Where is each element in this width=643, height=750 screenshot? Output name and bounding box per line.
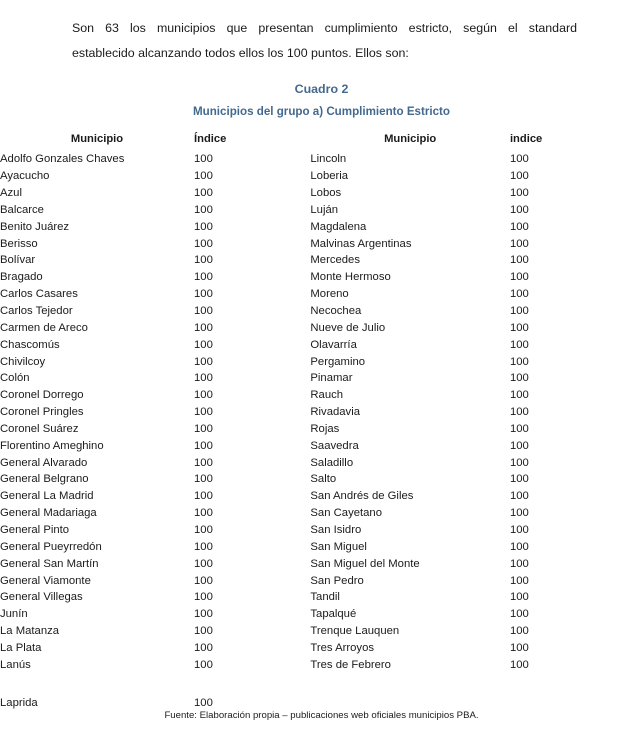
cell-indice-left: 100 — [194, 153, 213, 166]
cell-indice-left: 100 — [194, 372, 213, 385]
cell-indice-left: 100 — [194, 608, 213, 621]
cell-indice-left: 100 — [194, 473, 213, 486]
cell-municipio-left: General Pueyrredón — [0, 540, 102, 553]
cell-indice-left: 100 — [194, 523, 213, 536]
cell-indice-left: 100 — [194, 422, 213, 435]
cell-indice-right — [510, 673, 643, 694]
municipalities-table — [0, 129, 643, 711]
cell-indice-right: 100 — [509, 254, 529, 267]
cell-indice-right: 100 — [509, 490, 529, 503]
cell-municipio-right: Moreno — [310, 288, 349, 301]
table-row — [0, 286, 643, 303]
table-body — [0, 151, 643, 711]
cell-indice-left: 100 — [194, 696, 213, 709]
cell-municipio-right: Saavedra — [310, 439, 359, 452]
cell-indice-left: 100 — [194, 288, 213, 301]
cell-municipio-right: Mercedes — [310, 254, 360, 267]
cell-indice-left: 100 — [194, 658, 213, 671]
cell-municipio-right: San Pedro — [310, 574, 364, 587]
cell-indice-left: 100 — [194, 641, 213, 654]
table-row — [0, 404, 643, 421]
cell-municipio-left: Berisso — [0, 237, 38, 250]
table-row — [0, 353, 643, 370]
cell-municipio-right: Rojas — [310, 422, 340, 435]
cell-indice-right: 100 — [509, 220, 529, 233]
cell-municipio-right: Malvinas Argentinas — [310, 237, 412, 250]
cell-indice-right: 100 — [509, 338, 529, 351]
table-row — [0, 421, 643, 438]
table-row — [0, 235, 643, 252]
cell-municipio-left: La Matanza — [0, 625, 60, 638]
table-row — [0, 606, 643, 623]
cell-municipio-right: Pinamar — [310, 372, 353, 385]
cell-indice-right: 100 — [509, 389, 529, 402]
cell-municipio-left: Laprida — [0, 696, 38, 709]
cell-municipio-right: Rivadavia — [310, 406, 360, 419]
table-caption-title: Municipios del grupo a) Cumplimiento Estricto — [192, 105, 450, 118]
cell-municipio-left: Chascomús — [0, 338, 60, 351]
cell-municipio-left: General Alvarado — [0, 456, 88, 469]
intro-line-1: Son 63 los municipios que presentan cumplimiento estricto, según el standard — [72, 21, 577, 35]
cell-indice-left: 100 — [194, 389, 213, 402]
cell-indice-right: 100 — [509, 422, 529, 435]
cell-indice-right: 100 — [509, 608, 529, 621]
cell-municipio-right: Salto — [310, 473, 337, 486]
cell-municipio-left: Coronel Suárez — [0, 422, 79, 435]
cell-municipio-right: Tapalqué — [310, 608, 357, 621]
cell-indice-right: 100 — [509, 305, 529, 318]
municipalities-table-wrapper — [0, 129, 643, 711]
table-row — [0, 202, 643, 219]
cell-municipio-right: Loberia — [310, 170, 349, 183]
table-caption-number: Cuadro 2 — [294, 82, 349, 96]
table-row — [0, 538, 643, 555]
cell-indice-left: 100 — [194, 557, 213, 570]
cell-indice-right: 100 — [509, 591, 529, 604]
cell-municipio-right: Monte Hermoso — [310, 271, 391, 284]
cell-municipio-right: Saladillo — [310, 456, 354, 469]
cell-indice-right: 100 — [509, 406, 529, 419]
cell-indice-left: 100 — [194, 170, 213, 183]
cell-indice-left: 100 — [194, 439, 213, 452]
table-row — [0, 639, 643, 656]
intro-paragraph — [72, 16, 577, 66]
cell-municipio-left: Balcarce — [0, 203, 44, 216]
cell-indice-right: 100 — [509, 523, 529, 536]
cell-indice-right: 100 — [509, 540, 529, 553]
cell-municipio-left: General Madariaga — [0, 507, 97, 520]
cell-municipio-left: La Plata — [0, 641, 42, 654]
cell-indice-left: 100 — [194, 271, 213, 284]
cell-municipio-right: Nueve de Julio — [310, 321, 386, 334]
cell-indice-left — [194, 673, 310, 694]
table-row — [0, 505, 643, 522]
table-row — [0, 623, 643, 640]
table-row — [0, 336, 643, 353]
cell-indice-right: 100 — [509, 170, 529, 183]
cell-municipio-right: San Andrés de Giles — [310, 490, 414, 503]
table-row — [0, 471, 643, 488]
cell-municipio-right: San Isidro — [310, 523, 362, 536]
table-row — [0, 218, 643, 235]
cell-indice-right: 100 — [509, 321, 529, 334]
cell-indice-left: 100 — [194, 355, 213, 368]
cell-municipio-left: Junín — [0, 608, 28, 621]
table-row — [0, 370, 643, 387]
cell-indice-right: 100 — [509, 473, 529, 486]
cell-indice-left: 100 — [194, 321, 213, 334]
cell-municipio-right: Olavarría — [310, 338, 357, 351]
table-row — [0, 454, 643, 471]
cell-municipio-left: General San Martín — [0, 557, 99, 570]
cell-municipio-right: Trenque Lauquen — [310, 625, 400, 638]
cell-municipio-right: Tandil — [310, 591, 340, 604]
table-row — [0, 185, 643, 202]
cell-municipio-left: Chivilcoy — [0, 355, 46, 368]
cell-indice-left: 100 — [194, 305, 213, 318]
cell-indice-right: 100 — [509, 439, 529, 452]
table-row — [0, 437, 643, 454]
cell-municipio-left: General La Madrid — [0, 490, 94, 503]
cell-municipio-left: Carlos Casares — [0, 288, 78, 301]
table-row — [0, 694, 643, 711]
table-row — [0, 168, 643, 185]
cell-municipio-left: General Villegas — [0, 591, 83, 604]
table-row — [0, 572, 643, 589]
table-row — [0, 656, 643, 673]
cell-municipio-right — [310, 673, 510, 694]
column-header-municipio-left: Municipio — [70, 133, 124, 145]
table-row — [0, 319, 643, 336]
table-row — [0, 151, 643, 168]
cell-municipio-left: Coronel Pringles — [0, 406, 84, 419]
cell-indice-right: 100 — [509, 237, 529, 250]
cell-municipio-left: Carlos Tejedor — [0, 305, 73, 318]
table-row — [0, 252, 643, 269]
cell-indice-right: 100 — [509, 355, 529, 368]
cell-indice-right: 100 — [509, 456, 529, 469]
cell-municipio-left: General Belgrano — [0, 473, 89, 486]
cell-municipio-left: Ayacucho — [0, 170, 50, 183]
cell-municipio-right: Tres Arroyos — [310, 641, 375, 654]
cell-indice-right: 100 — [509, 203, 529, 216]
cell-indice-right: 100 — [509, 288, 529, 301]
cell-indice-right — [510, 694, 643, 711]
cell-indice-right: 100 — [509, 507, 529, 520]
table-header — [0, 129, 643, 151]
cell-municipio-right: Lobos — [310, 187, 342, 200]
cell-indice-right: 100 — [509, 574, 529, 587]
cell-municipio-right: San Miguel — [310, 540, 367, 553]
cell-indice-left: 100 — [194, 187, 213, 200]
table-spacer-row — [0, 673, 643, 694]
cell-indice-left: 100 — [194, 338, 213, 351]
cell-municipio-right: San Miguel del Monte — [310, 557, 420, 570]
cell-municipio-left: Colón — [0, 372, 30, 385]
cell-indice-left: 100 — [194, 203, 213, 216]
table-row — [0, 522, 643, 539]
cell-municipio-right: Lincoln — [310, 153, 347, 166]
intro-line-2: establecido alcanzando todos ellos los 100 puntos. Ellos son: — [72, 46, 409, 60]
cell-municipio-right: Rauch — [310, 389, 344, 402]
cell-indice-right: 100 — [509, 625, 529, 638]
cell-municipio-left — [0, 673, 194, 694]
cell-municipio-left: Coronel Dorrego — [0, 389, 84, 402]
cell-indice-left: 100 — [194, 490, 213, 503]
table-row — [0, 387, 643, 404]
cell-indice-left: 100 — [194, 220, 213, 233]
cell-municipio-left: General Pinto — [0, 523, 70, 536]
table-row — [0, 269, 643, 286]
cell-indice-left: 100 — [194, 574, 213, 587]
cell-municipio-right — [310, 694, 510, 711]
cell-municipio-right: San Cayetano — [310, 507, 382, 520]
cell-indice-left: 100 — [194, 591, 213, 604]
cell-indice-left: 100 — [194, 254, 213, 267]
table-row — [0, 555, 643, 572]
cell-indice-right: 100 — [509, 271, 529, 284]
cell-indice-right: 100 — [509, 641, 529, 654]
table-row — [0, 488, 643, 505]
cell-indice-right: 100 — [509, 153, 529, 166]
cell-municipio-right: Tres de Febrero — [310, 658, 391, 671]
cell-municipio-right: Magdalena — [310, 220, 367, 233]
table-row — [0, 589, 643, 606]
cell-indice-left: 100 — [194, 540, 213, 553]
cell-indice-left: 100 — [194, 237, 213, 250]
cell-indice-right: 100 — [509, 187, 529, 200]
cell-municipio-right: Necochea — [310, 305, 362, 318]
cell-indice-left: 100 — [194, 406, 213, 419]
cell-municipio-left: General Viamonte — [0, 574, 91, 587]
cell-indice-right: 100 — [509, 557, 529, 570]
cell-municipio-left: Carmen de Areco — [0, 321, 88, 334]
cell-municipio-right: Pergamino — [310, 355, 366, 368]
cell-municipio-left: Adolfo Gonzales Chaves — [0, 153, 125, 166]
cell-municipio-left: Azul — [0, 187, 22, 200]
column-header-indice-right: indice — [509, 133, 543, 145]
table-header-row — [0, 129, 643, 151]
column-header-indice-left: Índice — [194, 133, 227, 145]
cell-indice-right: 100 — [509, 658, 529, 671]
table-row — [0, 303, 643, 320]
cell-municipio-left: Bragado — [0, 271, 43, 284]
cell-indice-left: 100 — [194, 456, 213, 469]
source-note: Fuente: Elaboración propia – publicaciones web oficiales municipios PBA. — [164, 710, 479, 721]
cell-municipio-left: Florentino Ameghino — [0, 439, 104, 452]
cell-indice-left: 100 — [194, 507, 213, 520]
cell-municipio-left: Benito Juárez — [0, 220, 70, 233]
cell-municipio-left: Lanús — [0, 658, 31, 671]
cell-municipio-left: Bolívar — [0, 254, 36, 267]
cell-municipio-right: Luján — [310, 203, 339, 216]
cell-indice-left: 100 — [194, 625, 213, 638]
cell-indice-right: 100 — [509, 372, 529, 385]
column-header-municipio-right: Municipio — [384, 133, 437, 145]
